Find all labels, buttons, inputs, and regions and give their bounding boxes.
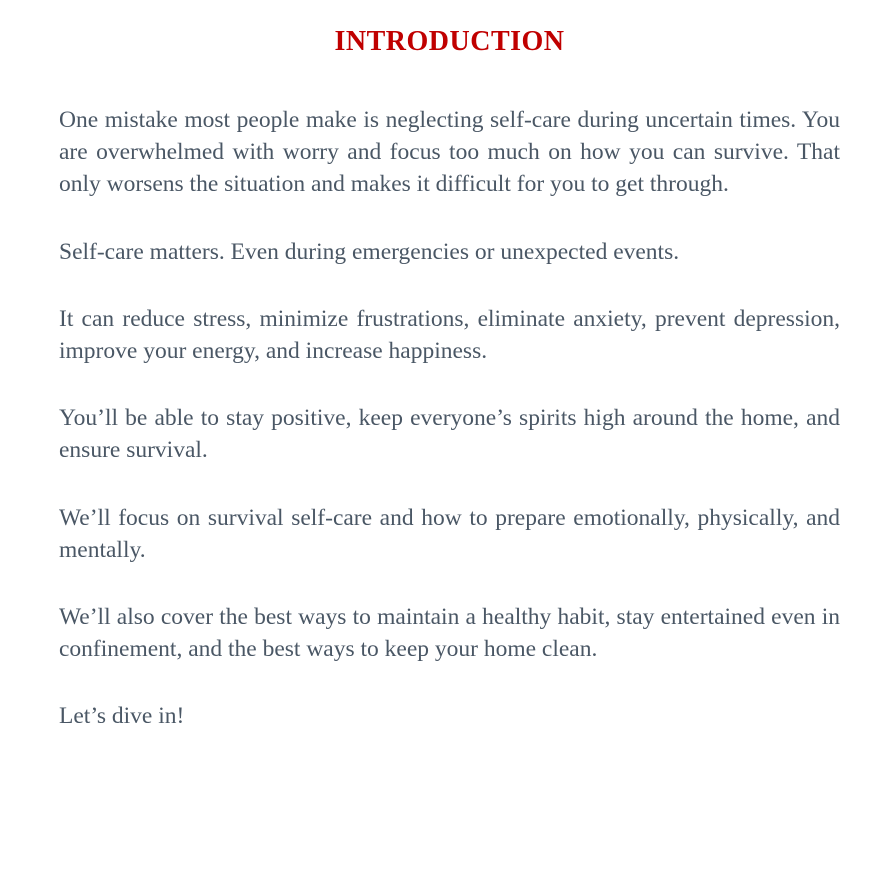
paragraph-1: One mistake most people make is neglecting self-care during uncertain times. You are overwhelmed with worry and focus too much on how you can survive. That only worsens the situation and makes it difficult for you to get through. (59, 107, 840, 198)
paragraph-5: We’ll focus on survival self-care and how to prepare emotionally, physically, and mentally. (59, 504, 840, 563)
paragraph-7: Let’s dive in! (59, 703, 185, 730)
page-title: INTRODUCTION (334, 26, 565, 57)
paragraph-3: It can reduce stress, minimize frustrations, eliminate anxiety, prevent depression, improve your energy, and increase happiness. (59, 305, 840, 364)
paragraph-2: Self-care matters. Even during emergencies or unexpected events. (59, 238, 680, 265)
document-body (59, 104, 840, 732)
paragraph-6: We’ll also cover the best ways to maintain a healthy habit, stay entertained even in confinement, and the best ways to keep your home clean. (59, 603, 840, 663)
paragraph-4: You’ll be able to stay positive, keep everyone’s spirits high around the home, and ensure survival. (59, 405, 840, 464)
